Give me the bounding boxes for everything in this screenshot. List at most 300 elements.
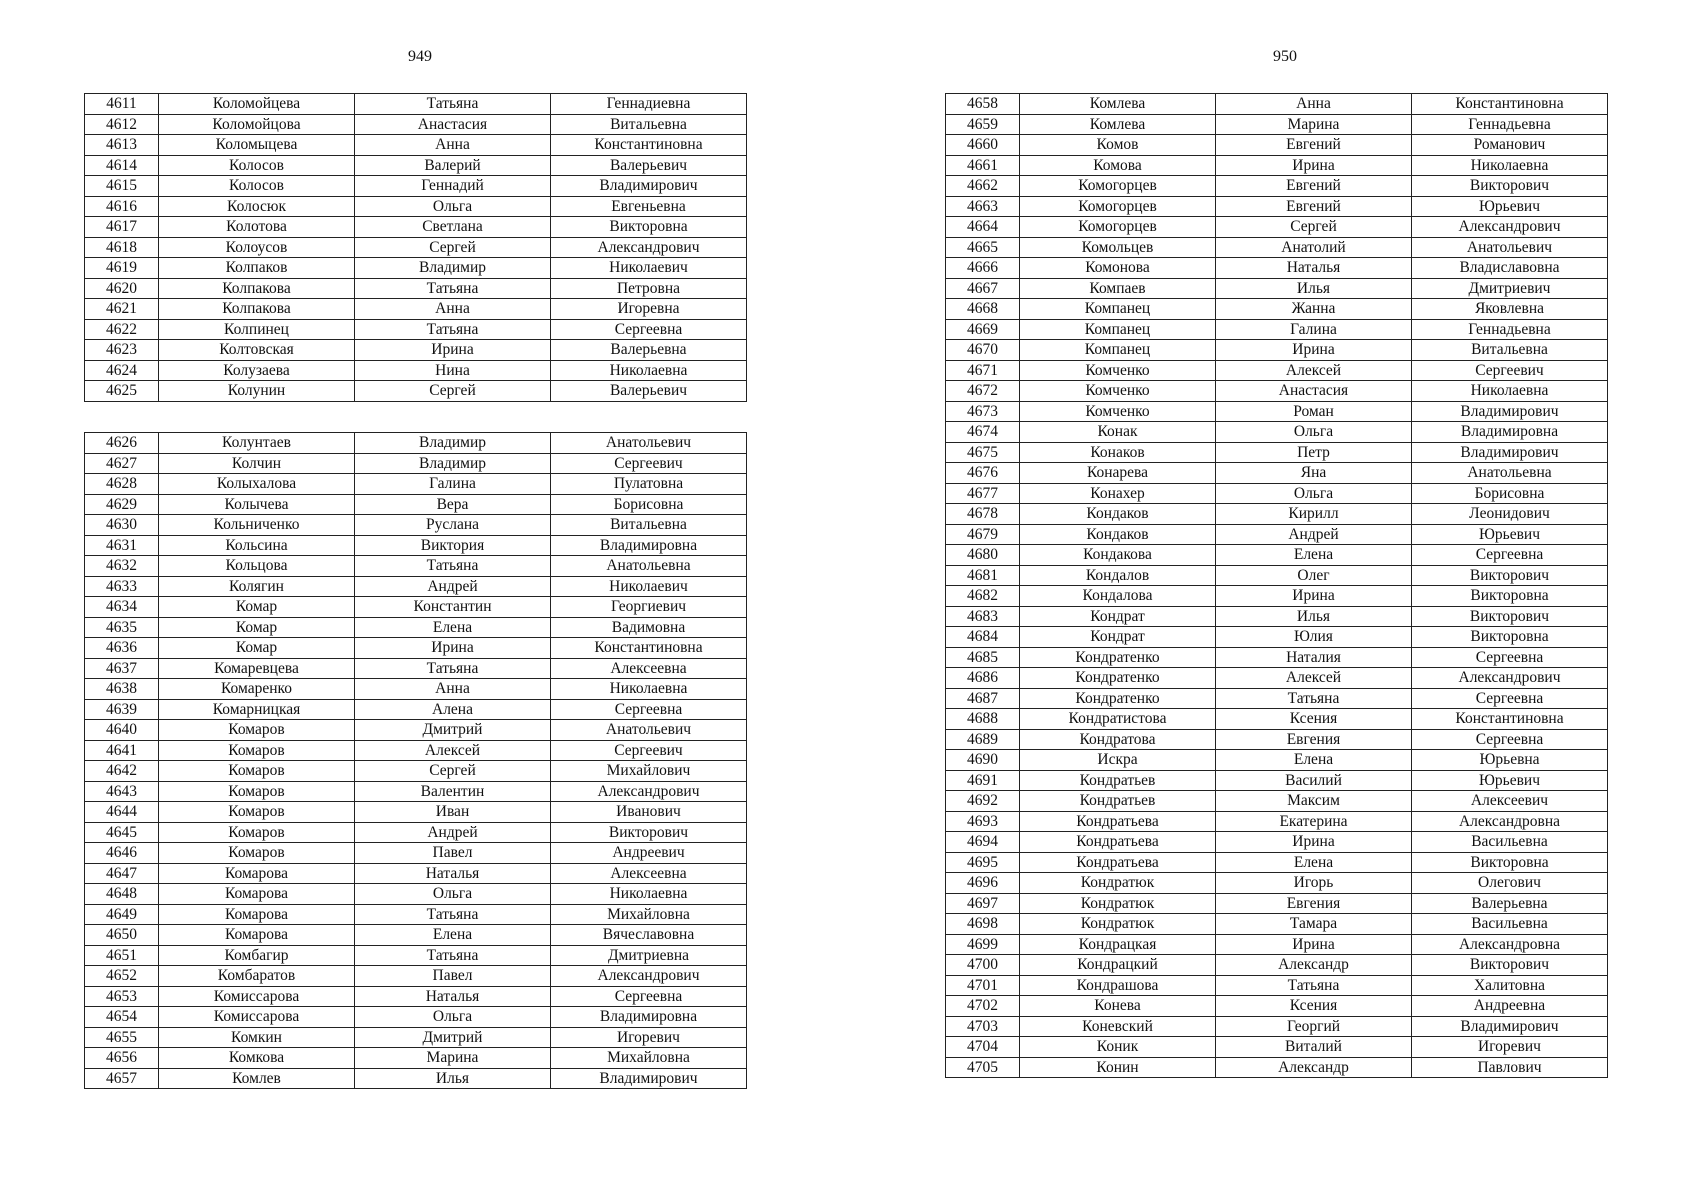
last-name-cell: Колпинец xyxy=(159,319,355,340)
table-row xyxy=(85,884,747,905)
last-name-cell: Коневский xyxy=(1020,1016,1216,1037)
table-row xyxy=(85,494,747,515)
patronymic-cell: Иванович xyxy=(551,802,747,823)
record-number-cell: 4679 xyxy=(946,524,1020,545)
patronymic-cell: Николаевна xyxy=(551,360,747,381)
record-number-cell: 4645 xyxy=(85,822,159,843)
first-name-cell: Сергей xyxy=(1216,217,1412,238)
last-name-cell: Компанец xyxy=(1020,340,1216,361)
record-number-cell: 4637 xyxy=(85,658,159,679)
patronymic-cell: Александрович xyxy=(1412,217,1608,238)
table-row xyxy=(946,852,1608,873)
table-row xyxy=(946,196,1608,217)
patronymic-cell: Викторовна xyxy=(1412,852,1608,873)
patronymic-cell: Вячеславовна xyxy=(551,925,747,946)
table-row xyxy=(946,668,1608,689)
record-number-cell: 4649 xyxy=(85,904,159,925)
patronymic-cell: Петровна xyxy=(551,278,747,299)
record-number-cell: 4639 xyxy=(85,699,159,720)
last-name-cell: Коник xyxy=(1020,1037,1216,1058)
patronymic-cell: Юрьевич xyxy=(1412,196,1608,217)
last-name-cell: Кондратенко xyxy=(1020,688,1216,709)
record-number-cell: 4695 xyxy=(946,852,1020,873)
table-row xyxy=(85,453,747,474)
first-name-cell: Галина xyxy=(1216,319,1412,340)
first-name-cell: Андрей xyxy=(355,576,551,597)
patronymic-cell: Леонидович xyxy=(1412,504,1608,525)
first-name-cell: Андрей xyxy=(1216,524,1412,545)
table-row xyxy=(85,986,747,1007)
patronymic-cell: Анатольевич xyxy=(551,720,747,741)
table-row xyxy=(946,955,1608,976)
record-number-cell: 4636 xyxy=(85,638,159,659)
first-name-cell: Татьяна xyxy=(1216,688,1412,709)
first-name-cell: Ирина xyxy=(1216,934,1412,955)
patronymic-cell: Алексеевна xyxy=(551,658,747,679)
last-name-cell: Кондалова xyxy=(1020,586,1216,607)
record-number-cell: 4678 xyxy=(946,504,1020,525)
last-name-cell: Комченко xyxy=(1020,360,1216,381)
last-name-cell: Комаревцева xyxy=(159,658,355,679)
last-name-cell: Кондратьева xyxy=(1020,852,1216,873)
table-row xyxy=(946,217,1608,238)
record-number-cell: 4625 xyxy=(85,381,159,402)
table-row xyxy=(946,709,1608,730)
record-number-cell: 4655 xyxy=(85,1027,159,1048)
first-name-cell: Светлана xyxy=(355,217,551,238)
last-name-cell: Кондалов xyxy=(1020,565,1216,586)
patronymic-cell: Витальевна xyxy=(551,114,747,135)
last-name-cell: Конин xyxy=(1020,1057,1216,1078)
last-name-cell: Колпакова xyxy=(159,299,355,320)
first-name-cell: Геннадий xyxy=(355,176,551,197)
record-number-cell: 4631 xyxy=(85,535,159,556)
last-name-cell: Колычева xyxy=(159,494,355,515)
last-name-cell: Коломойцова xyxy=(159,114,355,135)
patronymic-cell: Сергеевна xyxy=(1412,647,1608,668)
patronymic-cell: Вадимовна xyxy=(551,617,747,638)
patronymic-cell: Владимировна xyxy=(551,1007,747,1028)
patronymic-cell: Владимирович xyxy=(551,176,747,197)
record-number-cell: 4618 xyxy=(85,237,159,258)
table-row xyxy=(85,360,747,381)
first-name-cell: Галина xyxy=(355,474,551,495)
patronymic-cell: Валерьевна xyxy=(551,340,747,361)
record-number-cell: 4614 xyxy=(85,155,159,176)
table-row xyxy=(946,545,1608,566)
last-name-cell: Колчин xyxy=(159,453,355,474)
last-name-cell: Комлева xyxy=(1020,114,1216,135)
record-number-cell: 4704 xyxy=(946,1037,1020,1058)
record-number-cell: 4628 xyxy=(85,474,159,495)
patronymic-cell: Дмитриевна xyxy=(551,945,747,966)
table-row xyxy=(85,843,747,864)
last-name-cell: Комова xyxy=(1020,155,1216,176)
register-table-left-top xyxy=(84,93,747,402)
first-name-cell: Ольга xyxy=(355,884,551,905)
patronymic-cell: Пулатовна xyxy=(551,474,747,495)
last-name-cell: Комов xyxy=(1020,135,1216,156)
table-row xyxy=(946,381,1608,402)
first-name-cell: Елена xyxy=(1216,852,1412,873)
last-name-cell: Комбаратов xyxy=(159,966,355,987)
record-number-cell: 4623 xyxy=(85,340,159,361)
first-name-cell: Анатолий xyxy=(1216,237,1412,258)
table-row xyxy=(946,299,1608,320)
record-number-cell: 4627 xyxy=(85,453,159,474)
last-name-cell: Колягин xyxy=(159,576,355,597)
record-number-cell: 4675 xyxy=(946,442,1020,463)
patronymic-cell: Сергеевна xyxy=(1412,545,1608,566)
patronymic-cell: Евгеньевна xyxy=(551,196,747,217)
first-name-cell: Сергей xyxy=(355,761,551,782)
first-name-cell: Андрей xyxy=(355,822,551,843)
first-name-cell: Ирина xyxy=(355,340,551,361)
record-number-cell: 4644 xyxy=(85,802,159,823)
table-row xyxy=(85,515,747,536)
last-name-cell: Кондрат xyxy=(1020,606,1216,627)
record-number-cell: 4673 xyxy=(946,401,1020,422)
patronymic-cell: Сергеевна xyxy=(551,986,747,1007)
last-name-cell: Комогорцев xyxy=(1020,217,1216,238)
last-name-cell: Комаренко xyxy=(159,679,355,700)
table-row xyxy=(85,196,747,217)
record-number-cell: 4647 xyxy=(85,863,159,884)
record-number-cell: 4676 xyxy=(946,463,1020,484)
last-name-cell: Конахер xyxy=(1020,483,1216,504)
first-name-cell: Виктория xyxy=(355,535,551,556)
table-row xyxy=(946,340,1608,361)
record-number-cell: 4701 xyxy=(946,975,1020,996)
last-name-cell: Конева xyxy=(1020,996,1216,1017)
last-name-cell: Кондратьева xyxy=(1020,811,1216,832)
first-name-cell: Владимир xyxy=(355,433,551,454)
last-name-cell: Колосюк xyxy=(159,196,355,217)
table-row xyxy=(85,966,747,987)
first-name-cell: Сергей xyxy=(355,237,551,258)
record-number-cell: 4612 xyxy=(85,114,159,135)
last-name-cell: Комарова xyxy=(159,884,355,905)
last-name-cell: Колтовская xyxy=(159,340,355,361)
record-number-cell: 4681 xyxy=(946,565,1020,586)
record-number-cell: 4669 xyxy=(946,319,1020,340)
record-number-cell: 4640 xyxy=(85,720,159,741)
last-name-cell: Комченко xyxy=(1020,381,1216,402)
table-row xyxy=(946,1057,1608,1078)
first-name-cell: Яна xyxy=(1216,463,1412,484)
record-number-cell: 4654 xyxy=(85,1007,159,1028)
table-row xyxy=(85,925,747,946)
patronymic-cell: Сергеевна xyxy=(551,319,747,340)
record-number-cell: 4626 xyxy=(85,433,159,454)
table-row xyxy=(85,1027,747,1048)
record-number-cell: 4658 xyxy=(946,94,1020,115)
record-number-cell: 4641 xyxy=(85,740,159,761)
last-name-cell: Колпакова xyxy=(159,278,355,299)
patronymic-cell: Андреевич xyxy=(551,843,747,864)
record-number-cell: 4683 xyxy=(946,606,1020,627)
patronymic-cell: Владимирович xyxy=(551,1068,747,1089)
first-name-cell: Елена xyxy=(355,925,551,946)
register-table-left-bottom xyxy=(84,432,747,1089)
table-row xyxy=(946,319,1608,340)
record-number-cell: 4689 xyxy=(946,729,1020,750)
table-row xyxy=(85,340,747,361)
last-name-cell: Кольниченко xyxy=(159,515,355,536)
table-row xyxy=(946,791,1608,812)
last-name-cell: Комарова xyxy=(159,863,355,884)
last-name-cell: Коломыцева xyxy=(159,135,355,156)
last-name-cell: Комаров xyxy=(159,761,355,782)
first-name-cell: Анастасия xyxy=(355,114,551,135)
patronymic-cell: Анатольевна xyxy=(551,556,747,577)
table-row xyxy=(85,319,747,340)
record-number-cell: 4697 xyxy=(946,893,1020,914)
table-row xyxy=(85,237,747,258)
first-name-cell: Василий xyxy=(1216,770,1412,791)
first-name-cell: Валентин xyxy=(355,781,551,802)
first-name-cell: Елена xyxy=(1216,545,1412,566)
patronymic-cell: Александрович xyxy=(551,237,747,258)
last-name-cell: Комаров xyxy=(159,740,355,761)
last-name-cell: Комбагир xyxy=(159,945,355,966)
record-number-cell: 4634 xyxy=(85,597,159,618)
record-number-cell: 4621 xyxy=(85,299,159,320)
patronymic-cell: Геннадиевна xyxy=(551,94,747,115)
table-row xyxy=(85,699,747,720)
record-number-cell: 4696 xyxy=(946,873,1020,894)
first-name-cell: Алексей xyxy=(1216,668,1412,689)
table-row xyxy=(946,975,1608,996)
last-name-cell: Комаров xyxy=(159,843,355,864)
table-row xyxy=(85,720,747,741)
record-number-cell: 4630 xyxy=(85,515,159,536)
first-name-cell: Ирина xyxy=(355,638,551,659)
table-row xyxy=(85,802,747,823)
patronymic-cell: Витальевна xyxy=(551,515,747,536)
table-row xyxy=(946,893,1608,914)
patronymic-cell: Михайловна xyxy=(551,1048,747,1069)
record-number-cell: 4643 xyxy=(85,781,159,802)
record-number-cell: 4651 xyxy=(85,945,159,966)
patronymic-cell: Николаевич xyxy=(551,576,747,597)
table-row xyxy=(85,556,747,577)
first-name-cell: Евгения xyxy=(1216,893,1412,914)
table-row xyxy=(946,565,1608,586)
record-number-cell: 4653 xyxy=(85,986,159,1007)
patronymic-cell: Васильевна xyxy=(1412,832,1608,853)
first-name-cell: Евгений xyxy=(1216,196,1412,217)
patronymic-cell: Игоревна xyxy=(551,299,747,320)
patronymic-cell: Николаевна xyxy=(551,884,747,905)
first-name-cell: Анна xyxy=(355,135,551,156)
last-name-cell: Комлева xyxy=(1020,94,1216,115)
last-name-cell: Кондратюк xyxy=(1020,873,1216,894)
record-number-cell: 4687 xyxy=(946,688,1020,709)
first-name-cell: Ольга xyxy=(355,196,551,217)
patronymic-cell: Владимирович xyxy=(1412,1016,1608,1037)
last-name-cell: Кондрашова xyxy=(1020,975,1216,996)
patronymic-cell: Алексеевна xyxy=(551,863,747,884)
patronymic-cell: Геннадьевна xyxy=(1412,319,1608,340)
last-name-cell: Колоусов xyxy=(159,237,355,258)
last-name-cell: Комарницкая xyxy=(159,699,355,720)
first-name-cell: Татьяна xyxy=(1216,975,1412,996)
last-name-cell: Колотова xyxy=(159,217,355,238)
last-name-cell: Колосов xyxy=(159,176,355,197)
table-row xyxy=(85,278,747,299)
first-name-cell: Татьяна xyxy=(355,658,551,679)
first-name-cell: Жанна xyxy=(1216,299,1412,320)
patronymic-cell: Константиновна xyxy=(1412,709,1608,730)
last-name-cell: Комонова xyxy=(1020,258,1216,279)
last-name-cell: Конак xyxy=(1020,422,1216,443)
patronymic-cell: Анатольевич xyxy=(1412,237,1608,258)
first-name-cell: Вера xyxy=(355,494,551,515)
patronymic-cell: Владимирович xyxy=(1412,442,1608,463)
patronymic-cell: Сергеевна xyxy=(1412,729,1608,750)
table-row xyxy=(85,658,747,679)
patronymic-cell: Владимировна xyxy=(551,535,747,556)
patronymic-cell: Викторович xyxy=(1412,565,1608,586)
last-name-cell: Комогорцев xyxy=(1020,196,1216,217)
patronymic-cell: Алексеевич xyxy=(1412,791,1608,812)
last-name-cell: Кондратьев xyxy=(1020,791,1216,812)
record-number-cell: 4622 xyxy=(85,319,159,340)
last-name-cell: Кондратова xyxy=(1020,729,1216,750)
last-name-cell: Комаров xyxy=(159,720,355,741)
record-number-cell: 4664 xyxy=(946,217,1020,238)
table-row xyxy=(85,679,747,700)
table-row xyxy=(946,627,1608,648)
patronymic-cell: Викторович xyxy=(551,822,747,843)
patronymic-cell: Геннадьевна xyxy=(1412,114,1608,135)
table-row xyxy=(85,474,747,495)
first-name-cell: Ксения xyxy=(1216,709,1412,730)
patronymic-cell: Михайлович xyxy=(551,761,747,782)
table-row xyxy=(946,176,1608,197)
table-row xyxy=(946,463,1608,484)
last-name-cell: Комаров xyxy=(159,802,355,823)
patronymic-cell: Викторовна xyxy=(1412,627,1608,648)
patronymic-cell: Николаевич xyxy=(551,258,747,279)
first-name-cell: Ольга xyxy=(1216,483,1412,504)
record-number-cell: 4700 xyxy=(946,955,1020,976)
last-name-cell: Кондратюк xyxy=(1020,893,1216,914)
table-row xyxy=(946,360,1608,381)
patronymic-cell: Дмитриевич xyxy=(1412,278,1608,299)
first-name-cell: Алексей xyxy=(1216,360,1412,381)
last-name-cell: Кондаков xyxy=(1020,504,1216,525)
table-row xyxy=(946,278,1608,299)
last-name-cell: Конарева xyxy=(1020,463,1216,484)
table-row xyxy=(946,934,1608,955)
table-row xyxy=(85,617,747,638)
patronymic-cell: Васильевна xyxy=(1412,914,1608,935)
table-row xyxy=(946,750,1608,771)
table-row xyxy=(85,904,747,925)
first-name-cell: Наталья xyxy=(1216,258,1412,279)
table-row xyxy=(946,258,1608,279)
first-name-cell: Татьяна xyxy=(355,94,551,115)
table-row xyxy=(85,433,747,454)
first-name-cell: Петр xyxy=(1216,442,1412,463)
last-name-cell: Компаев xyxy=(1020,278,1216,299)
first-name-cell: Екатерина xyxy=(1216,811,1412,832)
record-number-cell: 4670 xyxy=(946,340,1020,361)
last-name-cell: Колосов xyxy=(159,155,355,176)
patronymic-cell: Владимирович xyxy=(1412,401,1608,422)
patronymic-cell: Александрович xyxy=(551,781,747,802)
first-name-cell: Наталья xyxy=(355,986,551,1007)
patronymic-cell: Анатольевич xyxy=(551,433,747,454)
patronymic-cell: Валерьевич xyxy=(551,155,747,176)
first-name-cell: Анна xyxy=(1216,94,1412,115)
patronymic-cell: Сергеевна xyxy=(1412,688,1608,709)
first-name-cell: Павел xyxy=(355,843,551,864)
first-name-cell: Ирина xyxy=(1216,155,1412,176)
patronymic-cell: Валерьевич xyxy=(551,381,747,402)
last-name-cell: Кондакова xyxy=(1020,545,1216,566)
patronymic-cell: Халитовна xyxy=(1412,975,1608,996)
last-name-cell: Кондратьев xyxy=(1020,770,1216,791)
last-name-cell: Кондратюк xyxy=(1020,914,1216,935)
first-name-cell: Евгений xyxy=(1216,135,1412,156)
table-row xyxy=(946,422,1608,443)
record-number-cell: 4619 xyxy=(85,258,159,279)
first-name-cell: Илья xyxy=(355,1068,551,1089)
patronymic-cell: Юрьевич xyxy=(1412,770,1608,791)
first-name-cell: Евгения xyxy=(1216,729,1412,750)
patronymic-cell: Николаевна xyxy=(1412,155,1608,176)
patronymic-cell: Викторовна xyxy=(551,217,747,238)
last-name-cell: Конаков xyxy=(1020,442,1216,463)
patronymic-cell: Александровна xyxy=(1412,934,1608,955)
patronymic-cell: Сергеевич xyxy=(551,453,747,474)
first-name-cell: Марина xyxy=(1216,114,1412,135)
patronymic-cell: Юрьевич xyxy=(1412,524,1608,545)
record-number-cell: 4648 xyxy=(85,884,159,905)
patronymic-cell: Валерьевна xyxy=(1412,893,1608,914)
record-number-cell: 4659 xyxy=(946,114,1020,135)
last-name-cell: Колунтаев xyxy=(159,433,355,454)
patronymic-cell: Николаевна xyxy=(1412,381,1608,402)
last-name-cell: Комарова xyxy=(159,925,355,946)
patronymic-cell: Сергеевич xyxy=(551,740,747,761)
table-row xyxy=(946,155,1608,176)
first-name-cell: Ирина xyxy=(1216,340,1412,361)
patronymic-cell: Константиновна xyxy=(1412,94,1608,115)
table-row xyxy=(85,135,747,156)
table-row xyxy=(85,761,747,782)
record-number-cell: 4650 xyxy=(85,925,159,946)
patronymic-cell: Анатольевна xyxy=(1412,463,1608,484)
patronymic-cell: Олегович xyxy=(1412,873,1608,894)
table-row xyxy=(85,94,747,115)
first-name-cell: Виталий xyxy=(1216,1037,1412,1058)
first-name-cell: Константин xyxy=(355,597,551,618)
patronymic-cell: Борисовна xyxy=(551,494,747,515)
last-name-cell: Комиссарова xyxy=(159,986,355,1007)
table-row xyxy=(85,576,747,597)
first-name-cell: Валерий xyxy=(355,155,551,176)
patronymic-cell: Викторович xyxy=(1412,606,1608,627)
patronymic-cell: Владимировна xyxy=(1412,422,1608,443)
first-name-cell: Павел xyxy=(355,966,551,987)
last-name-cell: Комченко xyxy=(1020,401,1216,422)
last-name-cell: Кондратенко xyxy=(1020,647,1216,668)
last-name-cell: Комогорцев xyxy=(1020,176,1216,197)
